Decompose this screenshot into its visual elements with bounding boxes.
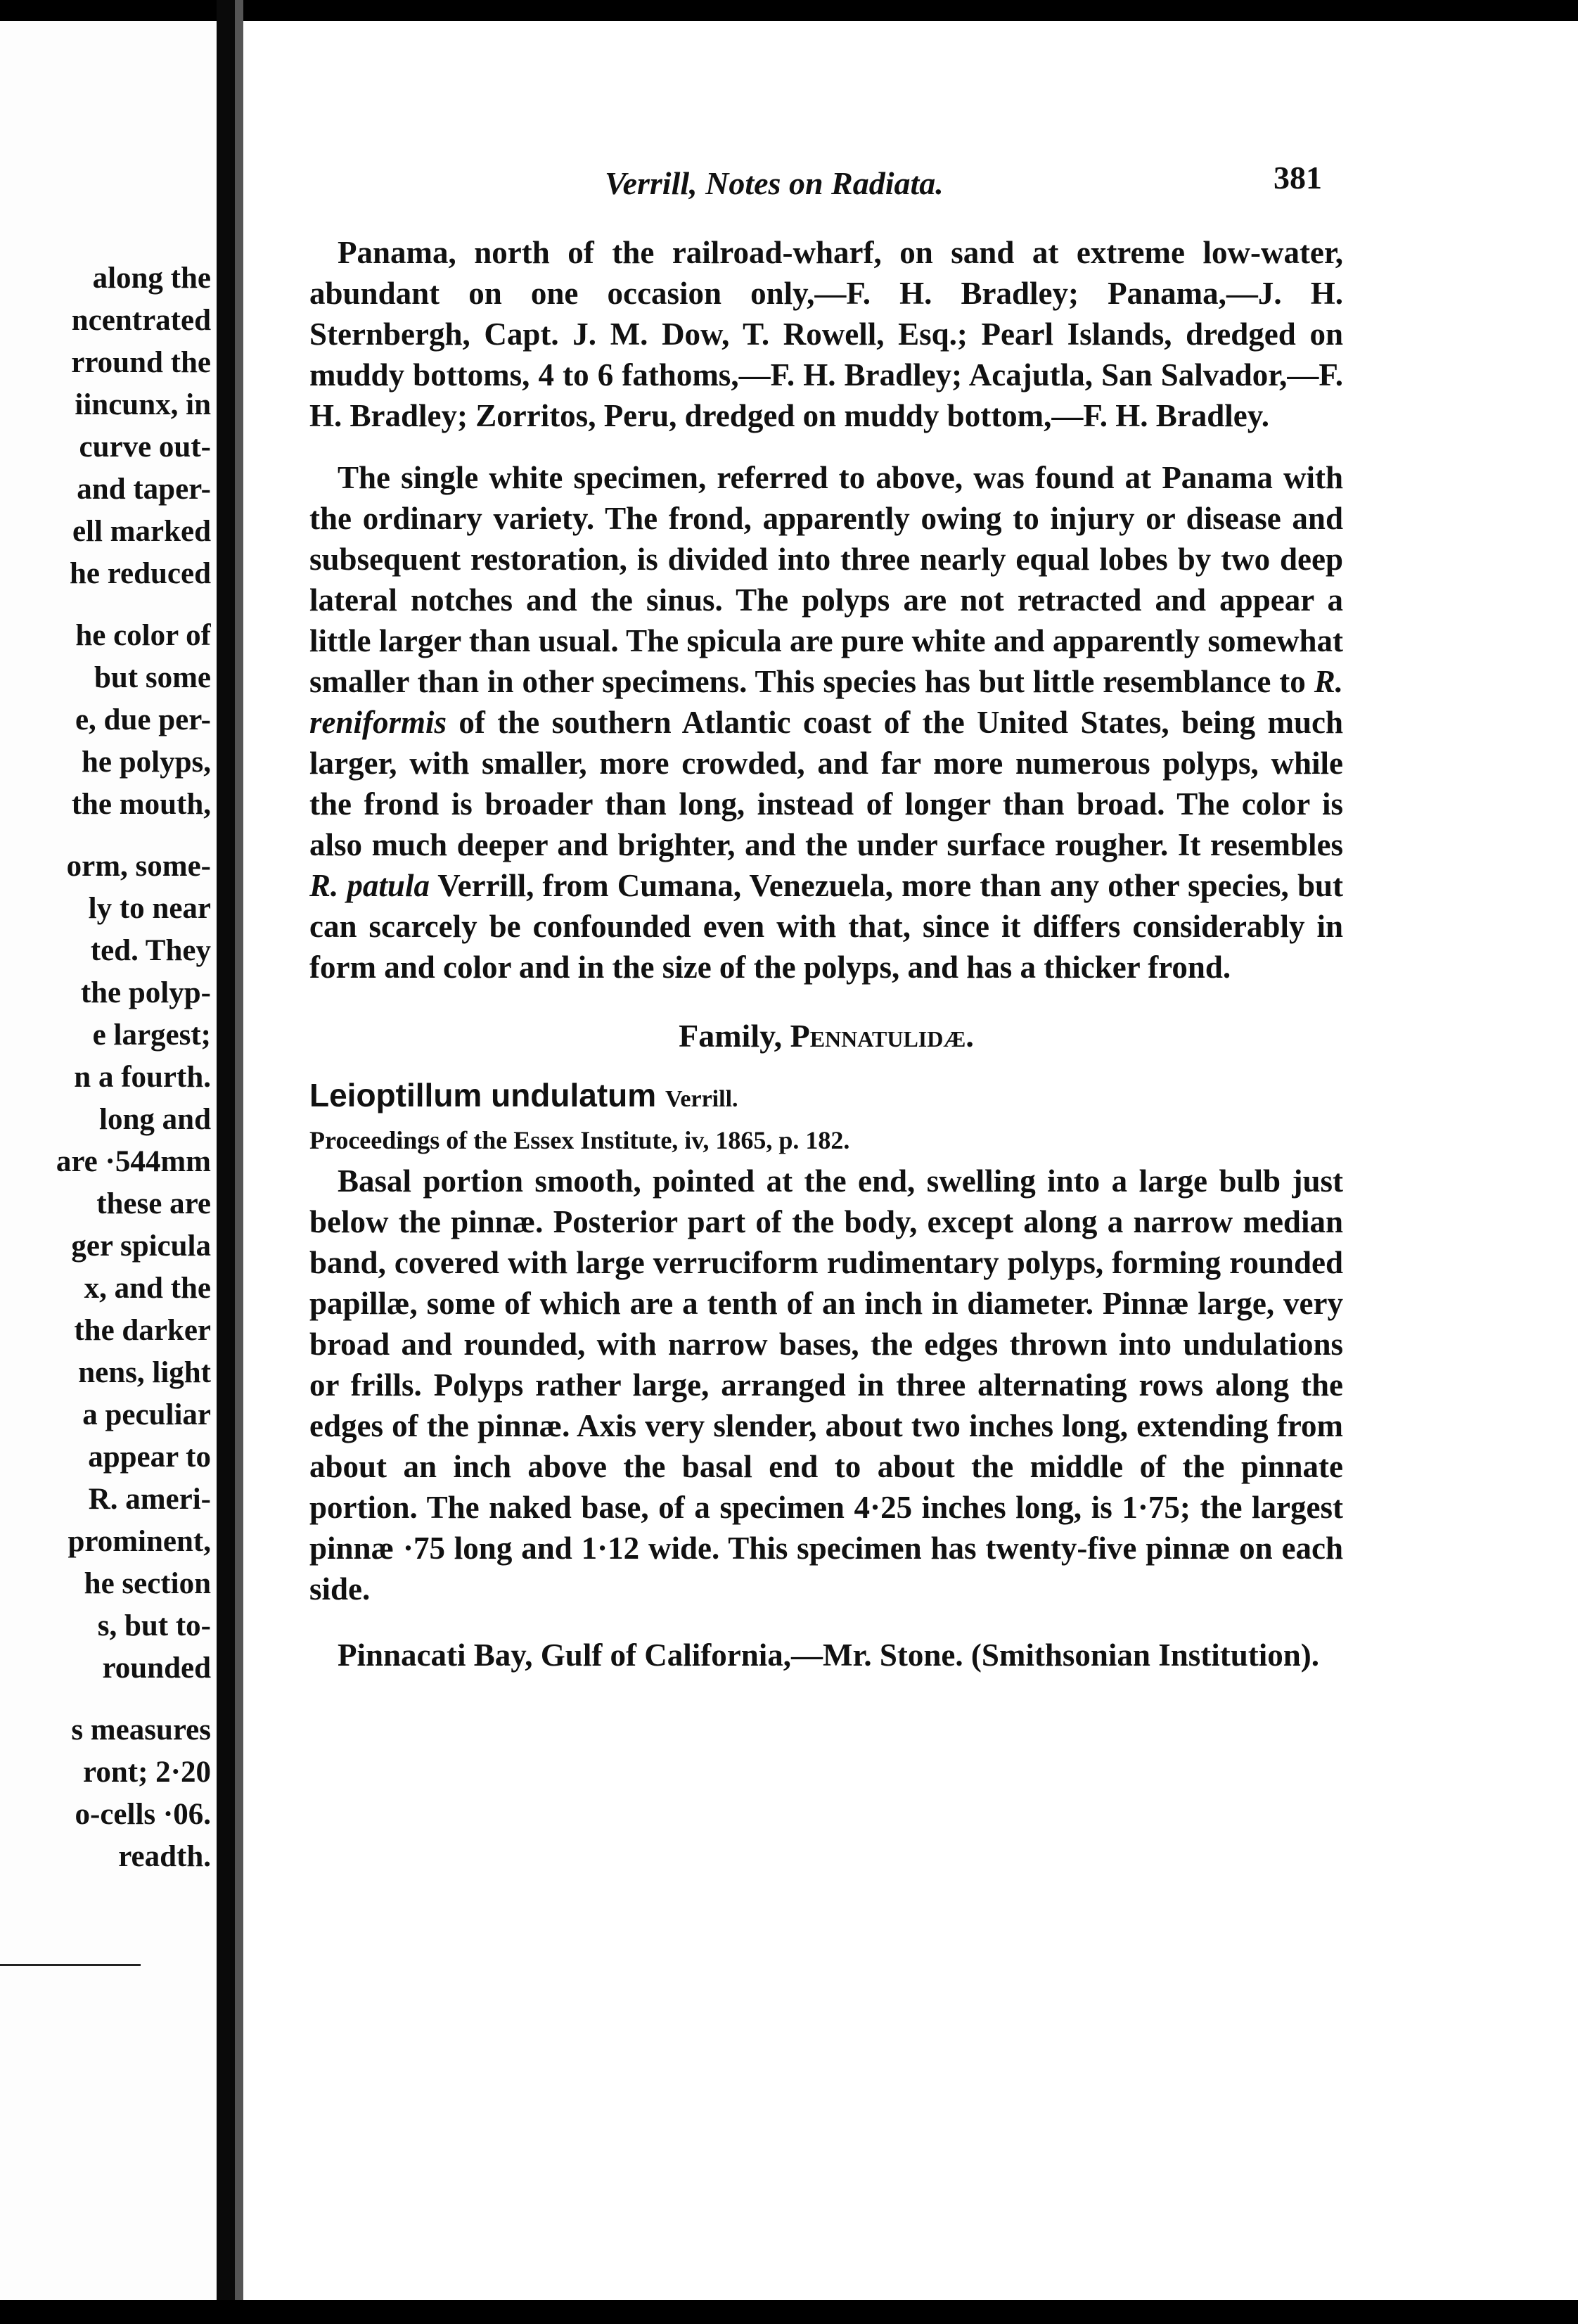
left-fragment-line: e largest; <box>92 1019 211 1052</box>
left-fragment-line: readth. <box>118 1840 211 1873</box>
species-author: Verrill. <box>665 1086 738 1112</box>
left-fragment-line: he polyps, <box>81 746 211 779</box>
left-fragment-line: prominent, <box>68 1525 211 1558</box>
left-fragment-line: and taper- <box>77 473 211 506</box>
left-fragment-line: he section <box>84 1567 211 1600</box>
species-heading <box>309 1075 1343 1120</box>
locality-paragraph: Panama, north of the railroad-wharf, on sand at extreme low-water, abundant on one occasion only,—F. H. Bradley; Panama,—J. H. Sternbergh, Capt. J. M. Dow, T. Rowell, Esq.; Pearl Islands, dredged on muddy bottoms, 4 to 6 fathoms,—F. H. Bradley; Acajutla, San Salvador,—F. H. Bradley; Zorritos, Peru, dredged on muddy bottom,—F. H. Bradley. <box>309 235 1343 433</box>
left-fragment-line <box>0 826 211 845</box>
description-paragraph: Basal portion smooth, pointed at the end, swelling into a large bulb just below the pinnæ. Posterior part of the body, except along a narrow median band, covered with large verruciform rudimentary polyps, forming rounded papillæ, some of which are a tenth of an inch in diameter. Pinnæ large, very broad and rounded, with narrow bases, the edges thrown into undulations or frills. Polyps rather large, arranged in three alternating rows along the edges of the pinnæ. Axis very slender, about two inches long, extending from about an inch above the basal end to about the middle of the pinnate portion. The naked base, of a specimen 4·25 inches long, is 1·75; the largest pinnæ ·75 long and 1·12 wide. This specimen has twenty-five pinnæ on each side. <box>309 1163 1343 1607</box>
left-page-text-fragments <box>0 257 211 2037</box>
left-fragment-line: appear to <box>88 1441 211 1474</box>
left-fragment-line: e, due per- <box>75 703 211 736</box>
left-fragment-line: x, and the <box>84 1272 211 1305</box>
left-fragment-line: s, but to- <box>97 1609 211 1642</box>
species-ref-reniformis: R. reniformis <box>309 664 1343 740</box>
left-fragment-line: iincunx, in <box>75 388 211 421</box>
left-fragment-line: are ·544mm <box>56 1145 211 1178</box>
left-fragment-line: orm, some- <box>66 850 211 883</box>
left-fragment-line: ger spicula <box>71 1230 211 1263</box>
left-fragment-line: rround the <box>71 346 211 379</box>
left-fragment-line <box>0 1690 211 1709</box>
locality-note: Pinnacati Bay, Gulf of California,—Mr. Stone. (Smithsonian Institution). <box>338 1637 1319 1673</box>
left-page-rule <box>0 1964 141 1966</box>
left-fragment-line: he reduced <box>69 557 211 590</box>
running-header <box>605 155 1322 204</box>
left-fragment-line: these are <box>96 1187 211 1220</box>
left-fragment-line: ront; 2·20 <box>83 1756 211 1789</box>
scan-border-bottom <box>0 2300 1578 2324</box>
left-fragment-line: nens, light <box>78 1356 211 1389</box>
remarks-paragraph: The single white specimen, referred to above, was found at Panama with the ordinary variety. The frond, apparently owing to injury or disease and subsequent restoration, is divided into three nearly equal lobes by two deep lateral notches and the sinus. The polyps are not retracted and appear a little larger than usual. The spicula are pure white and apparently somewhat smaller than in other specimens. This species has but little resemblance to R. reniformis of the southern Atlantic coast of the United States, being much larger, with smaller, more crowded, and far more numerous polyps, while the frond is broader than long, instead of longer than broad. The color is also much deeper and brighter, and the under surface rougher. It resembles R. patula Verrill, from Cumana, Venezuela, more than any other species, but can scarcely be confounded even with that, since it differs considerably in form and color and in the size of the polyps, and has a thicker frond. <box>309 460 1343 985</box>
left-fragment-line: ell marked <box>72 515 211 548</box>
left-fragment-line: the mouth, <box>71 788 211 821</box>
left-fragment-line: n a fourth. <box>74 1061 211 1094</box>
family-heading: Family, Pennatulidæ. <box>679 1018 974 1054</box>
left-fragment-line <box>0 595 211 615</box>
left-fragment-line: R. ameri- <box>88 1483 211 1516</box>
left-fragment-line: ly to near <box>88 892 211 925</box>
left-fragment-line: he color of <box>75 619 211 652</box>
gutter-shadow <box>235 0 243 2324</box>
left-fragment-line: curve out- <box>79 430 211 464</box>
citation: Proceedings of the Essex Institute, iv, 1865, p. 182. <box>309 1126 850 1154</box>
left-fragment-line: long and <box>99 1103 211 1136</box>
left-fragment-line: along the <box>92 262 211 295</box>
page-number: 381 <box>1274 160 1322 196</box>
family-name: Pennatulidæ. <box>790 1018 974 1054</box>
species-name: Leioptillum undulatum <box>309 1077 657 1113</box>
left-fragment-line: the darker <box>74 1314 211 1347</box>
main-text <box>309 232 1343 1675</box>
left-fragment-line: rounded <box>102 1652 211 1685</box>
left-fragment-line: ted. They <box>90 934 211 967</box>
left-fragment-line: the polyp- <box>80 976 211 1009</box>
species-ref-patula: R. patula <box>309 868 430 903</box>
left-fragment-line: a peculiar <box>82 1398 211 1431</box>
running-title: Verrill, Notes on Radiata. <box>605 165 944 201</box>
left-fragment-line: o-cells ·06. <box>75 1798 211 1831</box>
left-fragment-line: but some <box>94 661 211 694</box>
left-fragment-line: s measures <box>71 1713 211 1747</box>
left-fragment-line: ncentrated <box>71 304 211 337</box>
book-gutter <box>217 0 235 2324</box>
